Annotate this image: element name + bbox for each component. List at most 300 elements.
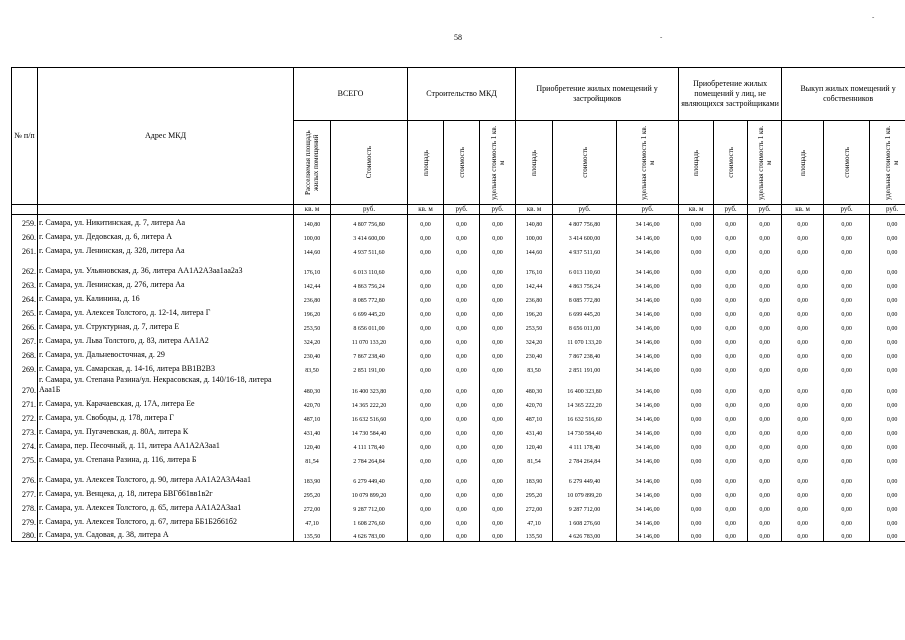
row-number: 279. [12, 514, 38, 528]
row-value: 100,00 [516, 229, 553, 243]
row-value: 120,40 [294, 438, 331, 452]
unit-label: кв. м [408, 205, 444, 215]
row-value: 0,00 [870, 333, 905, 347]
row-value: 0,00 [444, 452, 480, 466]
row-value: 0,00 [444, 396, 480, 410]
row-value: 272,00 [294, 500, 331, 514]
row-value: 0,00 [714, 305, 748, 319]
table-body [12, 215, 905, 542]
row-value: 0,00 [408, 215, 444, 229]
row-value: 34 146,00 [617, 347, 679, 361]
row-value: 420,70 [294, 396, 331, 410]
row-value: 2 784 264,84 [331, 452, 408, 466]
row-address: г. Самара, ул. Дальневосточная, д. 29 [38, 347, 294, 361]
row-value: 0,00 [444, 528, 480, 542]
row-value: 230,40 [294, 347, 331, 361]
row-value: 9 287 712,00 [331, 500, 408, 514]
row-value: 0,00 [748, 410, 782, 424]
row-value: 4 937 511,60 [331, 243, 408, 257]
unit-label: руб. [617, 205, 679, 215]
row-value: 0,00 [679, 277, 714, 291]
row-number: 273. [12, 424, 38, 438]
row-value: 16 632 516,60 [553, 410, 617, 424]
table-row [12, 333, 905, 347]
table-row [12, 305, 905, 319]
row-value: 0,00 [480, 486, 516, 500]
subheader-area: площадь [692, 149, 701, 176]
row-address: г. Самара, ул. Венцека, д. 18, литера БВГб61вв1в2г [38, 486, 294, 500]
row-value: 0,00 [679, 347, 714, 361]
row-value: 0,00 [714, 410, 748, 424]
row-value: 0,00 [714, 215, 748, 229]
row-value: 0,00 [782, 277, 824, 291]
row-value: 0,00 [714, 424, 748, 438]
row-value: 0,00 [408, 438, 444, 452]
subheader-cost: стоимость [726, 147, 735, 178]
row-value: 0,00 [408, 243, 444, 257]
row-value: 34 146,00 [617, 361, 679, 375]
row-value: 0,00 [408, 466, 444, 486]
row-value: 0,00 [408, 452, 444, 466]
row-number: 269. [12, 361, 38, 375]
row-value: 4 626 783,00 [553, 528, 617, 542]
row-number: 276. [12, 466, 38, 486]
header-number: № п/п [12, 68, 38, 205]
row-address: г. Самара, ул. Садовая, д. 38, литера А [38, 528, 294, 542]
row-value: 4 863 756,24 [553, 277, 617, 291]
row-value: 0,00 [444, 277, 480, 291]
row-value: 0,00 [748, 229, 782, 243]
row-address: г. Самара, ул. Ленинская, д. 328, литера Аа [38, 243, 294, 257]
row-value: 0,00 [782, 528, 824, 542]
row-number: 266. [12, 319, 38, 333]
row-value: 7 867 238,40 [553, 347, 617, 361]
row-value: 230,40 [516, 347, 553, 361]
row-value: 11 070 133,20 [553, 333, 617, 347]
row-value: 0,00 [679, 466, 714, 486]
unit-label: руб. [331, 205, 408, 215]
row-number: 278. [12, 500, 38, 514]
unit-label: кв. м [294, 205, 331, 215]
row-value: 0,00 [714, 347, 748, 361]
row-value: 0,00 [444, 438, 480, 452]
row-value: 0,00 [824, 215, 870, 229]
row-number: 267. [12, 333, 38, 347]
table-row [12, 375, 905, 396]
row-value: 0,00 [444, 347, 480, 361]
row-value: 0,00 [782, 410, 824, 424]
row-value: 2 784 264,84 [553, 452, 617, 466]
row-value: 0,00 [408, 347, 444, 361]
unit-label: руб. [748, 205, 782, 215]
row-value: 0,00 [679, 486, 714, 500]
row-value: 144,60 [516, 243, 553, 257]
header-group-construction: Строительство МКД [408, 68, 516, 121]
row-value: 0,00 [714, 466, 748, 486]
row-value: 7 867 238,40 [331, 347, 408, 361]
row-value: 34 146,00 [617, 424, 679, 438]
row-value: 0,00 [748, 396, 782, 410]
row-value: 34 146,00 [617, 277, 679, 291]
row-value: 2 851 191,00 [553, 361, 617, 375]
row-value: 0,00 [444, 361, 480, 375]
row-value: 0,00 [824, 229, 870, 243]
row-value: 0,00 [870, 514, 905, 528]
row-value: 0,00 [748, 243, 782, 257]
row-address: г. Самара, пер. Песочный, д. 11, литера АА1А2А3аа1 [38, 438, 294, 452]
row-value: 0,00 [748, 277, 782, 291]
row-value: 0,00 [748, 514, 782, 528]
row-value: 480,30 [516, 375, 553, 396]
row-value: 0,00 [824, 514, 870, 528]
row-value: 0,00 [824, 243, 870, 257]
row-value: 6 699 445,20 [553, 305, 617, 319]
row-value: 83,50 [294, 361, 331, 375]
row-value: 0,00 [679, 438, 714, 452]
table-row [12, 243, 905, 257]
row-value: 14 365 222,20 [553, 396, 617, 410]
row-value: 0,00 [748, 333, 782, 347]
row-value: 0,00 [679, 361, 714, 375]
row-address: г. Самара, ул. Льва Толстого, д. 83, литера АА1А2 [38, 333, 294, 347]
row-value: 0,00 [870, 410, 905, 424]
row-number: 275. [12, 452, 38, 466]
row-value: 0,00 [480, 438, 516, 452]
row-value: 196,20 [294, 305, 331, 319]
row-value: 0,00 [444, 486, 480, 500]
row-value: 236,80 [516, 291, 553, 305]
row-number: 274. [12, 438, 38, 452]
row-value: 0,00 [480, 424, 516, 438]
row-value: 0,00 [679, 514, 714, 528]
row-value: 0,00 [714, 375, 748, 396]
row-value: 487,10 [516, 410, 553, 424]
row-value: 0,00 [748, 500, 782, 514]
row-number: 268. [12, 347, 38, 361]
row-value: 183,90 [294, 466, 331, 486]
row-number: 280. [12, 528, 38, 542]
row-value: 0,00 [782, 466, 824, 486]
row-value: 0,00 [408, 361, 444, 375]
row-value: 83,50 [516, 361, 553, 375]
row-value: 236,80 [294, 291, 331, 305]
subheader-area: площадь [798, 149, 807, 176]
row-value: 2 851 191,00 [331, 361, 408, 375]
row-value: 0,00 [824, 319, 870, 333]
row-value: 253,50 [294, 319, 331, 333]
row-value: 0,00 [679, 452, 714, 466]
row-value: 0,00 [748, 452, 782, 466]
row-value: 14 730 584,40 [553, 424, 617, 438]
row-value: 34 146,00 [617, 215, 679, 229]
table-row [12, 319, 905, 333]
row-value: 0,00 [824, 486, 870, 500]
row-address: г. Самара, ул. Алексея Толстого, д. 67, литера ББ1Б2б61б2 [38, 514, 294, 528]
row-value: 0,00 [824, 438, 870, 452]
table-row [12, 347, 905, 361]
row-number: 272. [12, 410, 38, 424]
row-address: г. Самара, ул. Ленинская, д. 276, литера Аа [38, 277, 294, 291]
row-value: 0,00 [782, 229, 824, 243]
row-value: 0,00 [870, 438, 905, 452]
row-value: 0,00 [408, 528, 444, 542]
row-value: 0,00 [824, 257, 870, 277]
row-number: 264. [12, 291, 38, 305]
row-value: 0,00 [444, 424, 480, 438]
row-value: 0,00 [824, 361, 870, 375]
row-value: 0,00 [870, 215, 905, 229]
row-value: 0,00 [824, 347, 870, 361]
row-value: 324,20 [516, 333, 553, 347]
unit-label: руб. [553, 205, 617, 215]
row-address: г. Самара, ул. Пугачевская, д. 80А, литера К [38, 424, 294, 438]
row-value: 0,00 [480, 215, 516, 229]
row-value: 272,00 [516, 500, 553, 514]
row-address: г. Самара, ул. Самарская, д. 14-16, литера ВВ1В2В3 [38, 361, 294, 375]
row-value: 0,00 [408, 277, 444, 291]
row-value: 140,80 [516, 215, 553, 229]
row-value: 14 730 584,40 [331, 424, 408, 438]
row-value: 0,00 [714, 514, 748, 528]
row-value: 0,00 [824, 424, 870, 438]
table-row [12, 277, 905, 291]
row-value: 0,00 [480, 528, 516, 542]
row-value: 431,40 [516, 424, 553, 438]
row-value: 8 085 772,80 [331, 291, 408, 305]
row-value: 0,00 [870, 375, 905, 396]
table-row [12, 396, 905, 410]
row-value: 0,00 [782, 452, 824, 466]
row-address: г. Самара, ул. Степана Разина/ул. Некрасовская, д. 140/16-18, литера Ааа1Б [38, 375, 294, 396]
row-value: 0,00 [782, 500, 824, 514]
row-address: г. Самара, ул. Ульяновская, д. 36, литера АА1А2А3аа1аа2а3 [38, 257, 294, 277]
row-value: 34 146,00 [617, 452, 679, 466]
unit-label: кв. м [516, 205, 553, 215]
row-value: 81,54 [516, 452, 553, 466]
row-address: г. Самара, ул. Алексея Толстого, д. 90, литера АА1А2А3А4аа1 [38, 466, 294, 486]
row-value: 0,00 [679, 291, 714, 305]
row-value: 0,00 [408, 424, 444, 438]
row-value: 135,50 [294, 528, 331, 542]
row-value: 0,00 [748, 305, 782, 319]
row-value: 0,00 [748, 291, 782, 305]
table-row [12, 410, 905, 424]
row-value: 431,40 [294, 424, 331, 438]
subheader-cost: стоимость [457, 147, 466, 178]
row-value: 0,00 [870, 347, 905, 361]
row-value: 34 146,00 [617, 319, 679, 333]
row-value: 47,10 [294, 514, 331, 528]
row-number: 259. [12, 215, 38, 229]
subheader-total-area: Расселяемая площадь жилых помещений [304, 130, 320, 195]
table-row [12, 424, 905, 438]
unit-label: руб. [480, 205, 516, 215]
row-value: 34 146,00 [617, 229, 679, 243]
row-value: 0,00 [714, 229, 748, 243]
unit-label: руб. [870, 205, 905, 215]
row-value: 183,90 [516, 466, 553, 486]
row-value: 0,00 [714, 528, 748, 542]
row-value: 34 146,00 [617, 410, 679, 424]
header-group-non-developers: Приобретение жилых помещений у лиц, не являющихся застройщиками [679, 68, 782, 121]
table-row [12, 514, 905, 528]
row-value: 0,00 [870, 277, 905, 291]
row-value: 81,54 [294, 452, 331, 466]
subheader-unit-cost: удельная стоимость 1 кв. м [639, 125, 656, 200]
row-value: 295,20 [294, 486, 331, 500]
row-value: 6 013 110,60 [553, 257, 617, 277]
row-value: 0,00 [748, 528, 782, 542]
row-address: г. Самара, ул. Калинина, д. 16 [38, 291, 294, 305]
row-value: 0,00 [870, 528, 905, 542]
row-value: 0,00 [480, 410, 516, 424]
row-value: 0,00 [748, 438, 782, 452]
row-value: 10 079 899,20 [331, 486, 408, 500]
row-value: 144,60 [294, 243, 331, 257]
row-value: 11 070 133,20 [331, 333, 408, 347]
row-value: 8 656 011,00 [331, 319, 408, 333]
row-number: 260. [12, 229, 38, 243]
subheader-unit-cost: удельная стоимость 1 кв. м [489, 125, 506, 200]
table-row [12, 486, 905, 500]
row-value: 4 937 511,60 [553, 243, 617, 257]
row-value: 10 079 899,20 [553, 486, 617, 500]
row-value: 176,10 [294, 257, 331, 277]
row-value: 4 111 178,40 [331, 438, 408, 452]
row-value: 0,00 [714, 500, 748, 514]
row-value: 0,00 [714, 486, 748, 500]
subheader-unit-cost: удельная стоимость 1 кв. м [884, 125, 901, 200]
row-number: 270. [12, 375, 38, 396]
row-value: 480,30 [294, 375, 331, 396]
table-row [12, 215, 905, 229]
row-value: 6 279 449,40 [331, 466, 408, 486]
row-value: 0,00 [870, 257, 905, 277]
row-value: 0,00 [679, 410, 714, 424]
row-value: 0,00 [824, 528, 870, 542]
row-value: 0,00 [480, 333, 516, 347]
row-value: 6 699 445,20 [331, 305, 408, 319]
row-value: 0,00 [444, 291, 480, 305]
corner-mark: - [660, 33, 663, 41]
row-address: г. Самара, ул. Алексея Толстого, д. 65, литера АА1А2А3аа1 [38, 500, 294, 514]
row-value: 0,00 [824, 452, 870, 466]
row-value: 0,00 [824, 500, 870, 514]
row-value: 4 807 756,80 [553, 215, 617, 229]
row-value: 0,00 [480, 452, 516, 466]
row-value: 0,00 [824, 291, 870, 305]
row-address: г. Самара, ул. Степана Разина, д. 116, литера Б [38, 452, 294, 466]
unit-label: руб. [714, 205, 748, 215]
row-value: 0,00 [782, 305, 824, 319]
header-group-buyout: Выкуп жилых помещений у собственников [782, 68, 905, 121]
row-value: 0,00 [824, 277, 870, 291]
row-value: 34 146,00 [617, 396, 679, 410]
row-value: 295,20 [516, 486, 553, 500]
row-value: 0,00 [748, 215, 782, 229]
row-value: 176,10 [516, 257, 553, 277]
row-value: 0,00 [824, 466, 870, 486]
row-value: 34 146,00 [617, 291, 679, 305]
row-value: 0,00 [408, 291, 444, 305]
row-value: 0,00 [679, 257, 714, 277]
subheader-total-cost: Стоимость [365, 146, 373, 179]
row-value: 4 626 783,00 [331, 528, 408, 542]
row-value: 0,00 [782, 514, 824, 528]
row-address: г. Самара, ул. Алексея Толстого, д. 12-14, литера Г [38, 305, 294, 319]
row-value: 0,00 [444, 333, 480, 347]
row-value: 100,00 [294, 229, 331, 243]
row-value: 34 146,00 [617, 257, 679, 277]
row-value: 4 807 756,80 [331, 215, 408, 229]
table-row [12, 438, 905, 452]
row-value: 0,00 [782, 257, 824, 277]
table-row [12, 257, 905, 277]
subheader-cost: стоимость [580, 147, 589, 178]
row-value: 0,00 [714, 319, 748, 333]
row-value: 0,00 [748, 486, 782, 500]
row-value: 6 279 449,40 [553, 466, 617, 486]
row-value: 8 656 011,00 [553, 319, 617, 333]
row-value: 0,00 [444, 243, 480, 257]
row-value: 135,50 [516, 528, 553, 542]
row-value: 0,00 [408, 410, 444, 424]
table-row [12, 528, 905, 542]
row-value: 0,00 [714, 438, 748, 452]
housing-table [11, 67, 905, 542]
row-value: 196,20 [516, 305, 553, 319]
header-address: Адрес МКД [38, 68, 294, 205]
row-value: 34 146,00 [617, 466, 679, 486]
row-value: 34 146,00 [617, 486, 679, 500]
row-value: 0,00 [480, 396, 516, 410]
row-value: 0,00 [824, 410, 870, 424]
table-row [12, 466, 905, 486]
row-value: 0,00 [714, 361, 748, 375]
header-group-developers: Приобретение жилых помещений у застройщиков [516, 68, 679, 121]
row-value: 34 146,00 [617, 243, 679, 257]
row-value: 487,10 [294, 410, 331, 424]
row-value: 0,00 [679, 500, 714, 514]
row-value: 0,00 [679, 396, 714, 410]
row-address: г. Самара, ул. Свободы, д. 178, литера Г [38, 410, 294, 424]
row-value: 0,00 [408, 333, 444, 347]
row-value: 16 632 516,60 [331, 410, 408, 424]
row-value: 0,00 [714, 396, 748, 410]
subheader-area: площадь [421, 149, 430, 176]
row-number: 263. [12, 277, 38, 291]
table-row [12, 361, 905, 375]
row-value: 34 146,00 [617, 375, 679, 396]
row-value: 0,00 [870, 361, 905, 375]
row-value: 0,00 [782, 215, 824, 229]
row-value: 0,00 [714, 243, 748, 257]
row-value: 0,00 [480, 347, 516, 361]
row-value: 1 608 276,60 [553, 514, 617, 528]
row-value: 0,00 [480, 229, 516, 243]
row-value: 0,00 [782, 438, 824, 452]
row-value: 0,00 [748, 466, 782, 486]
row-value: 0,00 [408, 486, 444, 500]
row-value: 0,00 [714, 291, 748, 305]
row-number: 271. [12, 396, 38, 410]
row-value: 0,00 [444, 375, 480, 396]
row-value: 34 146,00 [617, 514, 679, 528]
row-value: 0,00 [444, 257, 480, 277]
row-address: г. Самара, ул. Никитинская, д. 7, литера Аа [38, 215, 294, 229]
row-value: 0,00 [714, 333, 748, 347]
row-value: 9 287 712,00 [553, 500, 617, 514]
